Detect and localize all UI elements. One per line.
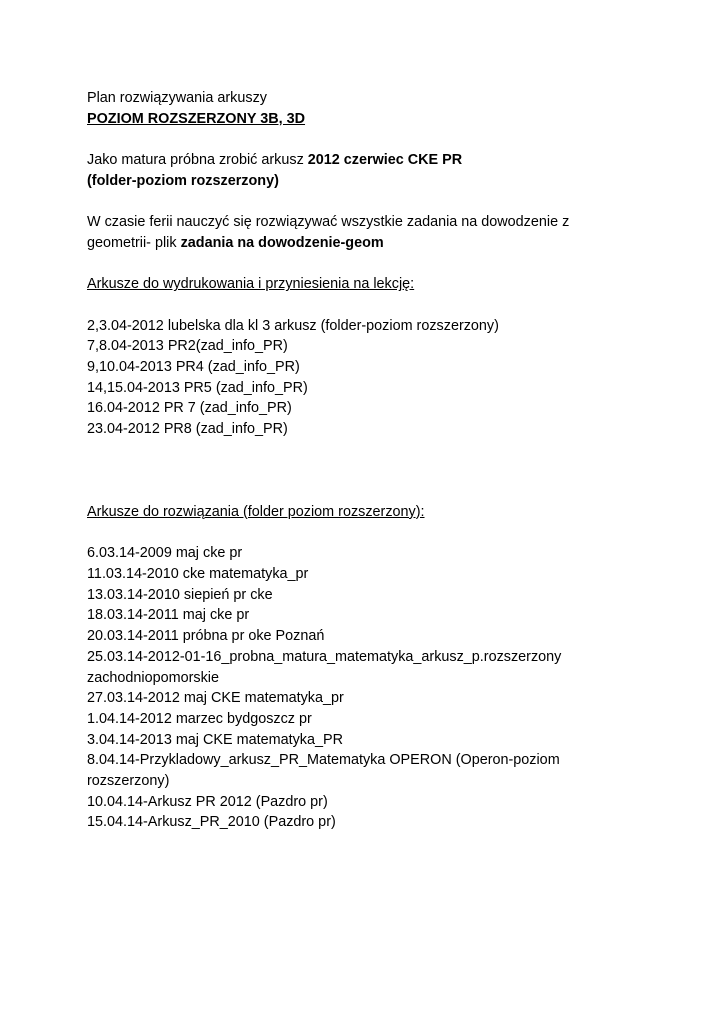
print-list — [87, 316, 687, 440]
list-item: 9,10.04-2013 PR4 (zad_info_PR) — [87, 359, 300, 376]
list-item: 20.03.14-2011 próbna pr oke Poznań — [87, 628, 325, 645]
holiday-file-name: zadania na dowodzenie-geom — [180, 234, 384, 251]
document-title: Plan rozwiązywania arkuszy — [87, 90, 267, 106]
solve-section-heading: Arkusze do rozwiązania (folder poziom rozszerzony): — [87, 503, 425, 520]
holiday-paragraph-line1: W czasie ferii nauczyć się rozwiązywać wszystkie zadania na dowodzenie z — [87, 214, 570, 231]
list-item: 27.03.14-2012 maj CKE matematyka_pr — [87, 690, 344, 707]
list-item: 1.04.14-2012 marzec bydgoszcz pr — [87, 710, 312, 727]
list-item: 18.03.14-2011 maj cke pr — [87, 607, 250, 624]
document-page — [87, 88, 687, 833]
trial-exam-sheet: 2012 czerwiec CKE PR — [307, 152, 463, 169]
list-item: 6.03.14-2009 maj cke pr — [87, 545, 243, 562]
list-item: 3.04.14-2013 maj CKE matematyka_PR — [87, 731, 343, 748]
trial-exam-paragraph — [87, 150, 687, 171]
trial-exam-text: Jako matura próbna zrobić arkusz — [87, 152, 308, 169]
list-item: 13.03.14-2010 siepień pr cke — [87, 586, 273, 603]
level-heading: POZIOM ROZSZERZONY 3B, 3D — [87, 110, 306, 127]
list-item: 8.04.14-Przykladowy_arkusz_PR_Matematyka OPERON (Operon-poziom — [87, 752, 560, 769]
list-item: 2,3.04-2012 lubelska dla kl 3 arkusz (folder-poziom rozszerzony) — [87, 317, 499, 334]
list-item: 15.04.14-Arkusz_PR_2010 (Pazdro pr) — [87, 814, 336, 831]
print-section-heading: Arkusze do wydrukowania i przyniesienia na lekcję: — [87, 276, 415, 293]
list-item: zachodniopomorskie — [87, 669, 219, 686]
list-item: 23.04-2012 PR8 (zad_info_PR) — [87, 421, 288, 438]
trial-exam-folder: (folder-poziom rozszerzony) — [87, 172, 279, 189]
list-item: 11.03.14-2010 cke matematyka_pr — [87, 565, 309, 582]
list-item: rozszerzony) — [87, 773, 170, 790]
list-item: 25.03.14-2012-01-16_probna_matura_matematyka_arkusz_p.rozszerzony — [87, 648, 562, 665]
list-item: 14,15.04-2013 PR5 (zad_info_PR) — [87, 379, 308, 396]
list-item: 16.04-2012 PR 7 (zad_info_PR) — [87, 400, 292, 417]
list-item: 10.04.14-Arkusz PR 2012 (Pazdro pr) — [87, 793, 328, 810]
solve-list — [87, 543, 687, 833]
holiday-file-prefix: geometrii- plik — [87, 234, 181, 251]
list-item: 7,8.04-2013 PR2(zad_info_PR) — [87, 338, 288, 355]
holiday-paragraph-line2 — [87, 233, 687, 254]
